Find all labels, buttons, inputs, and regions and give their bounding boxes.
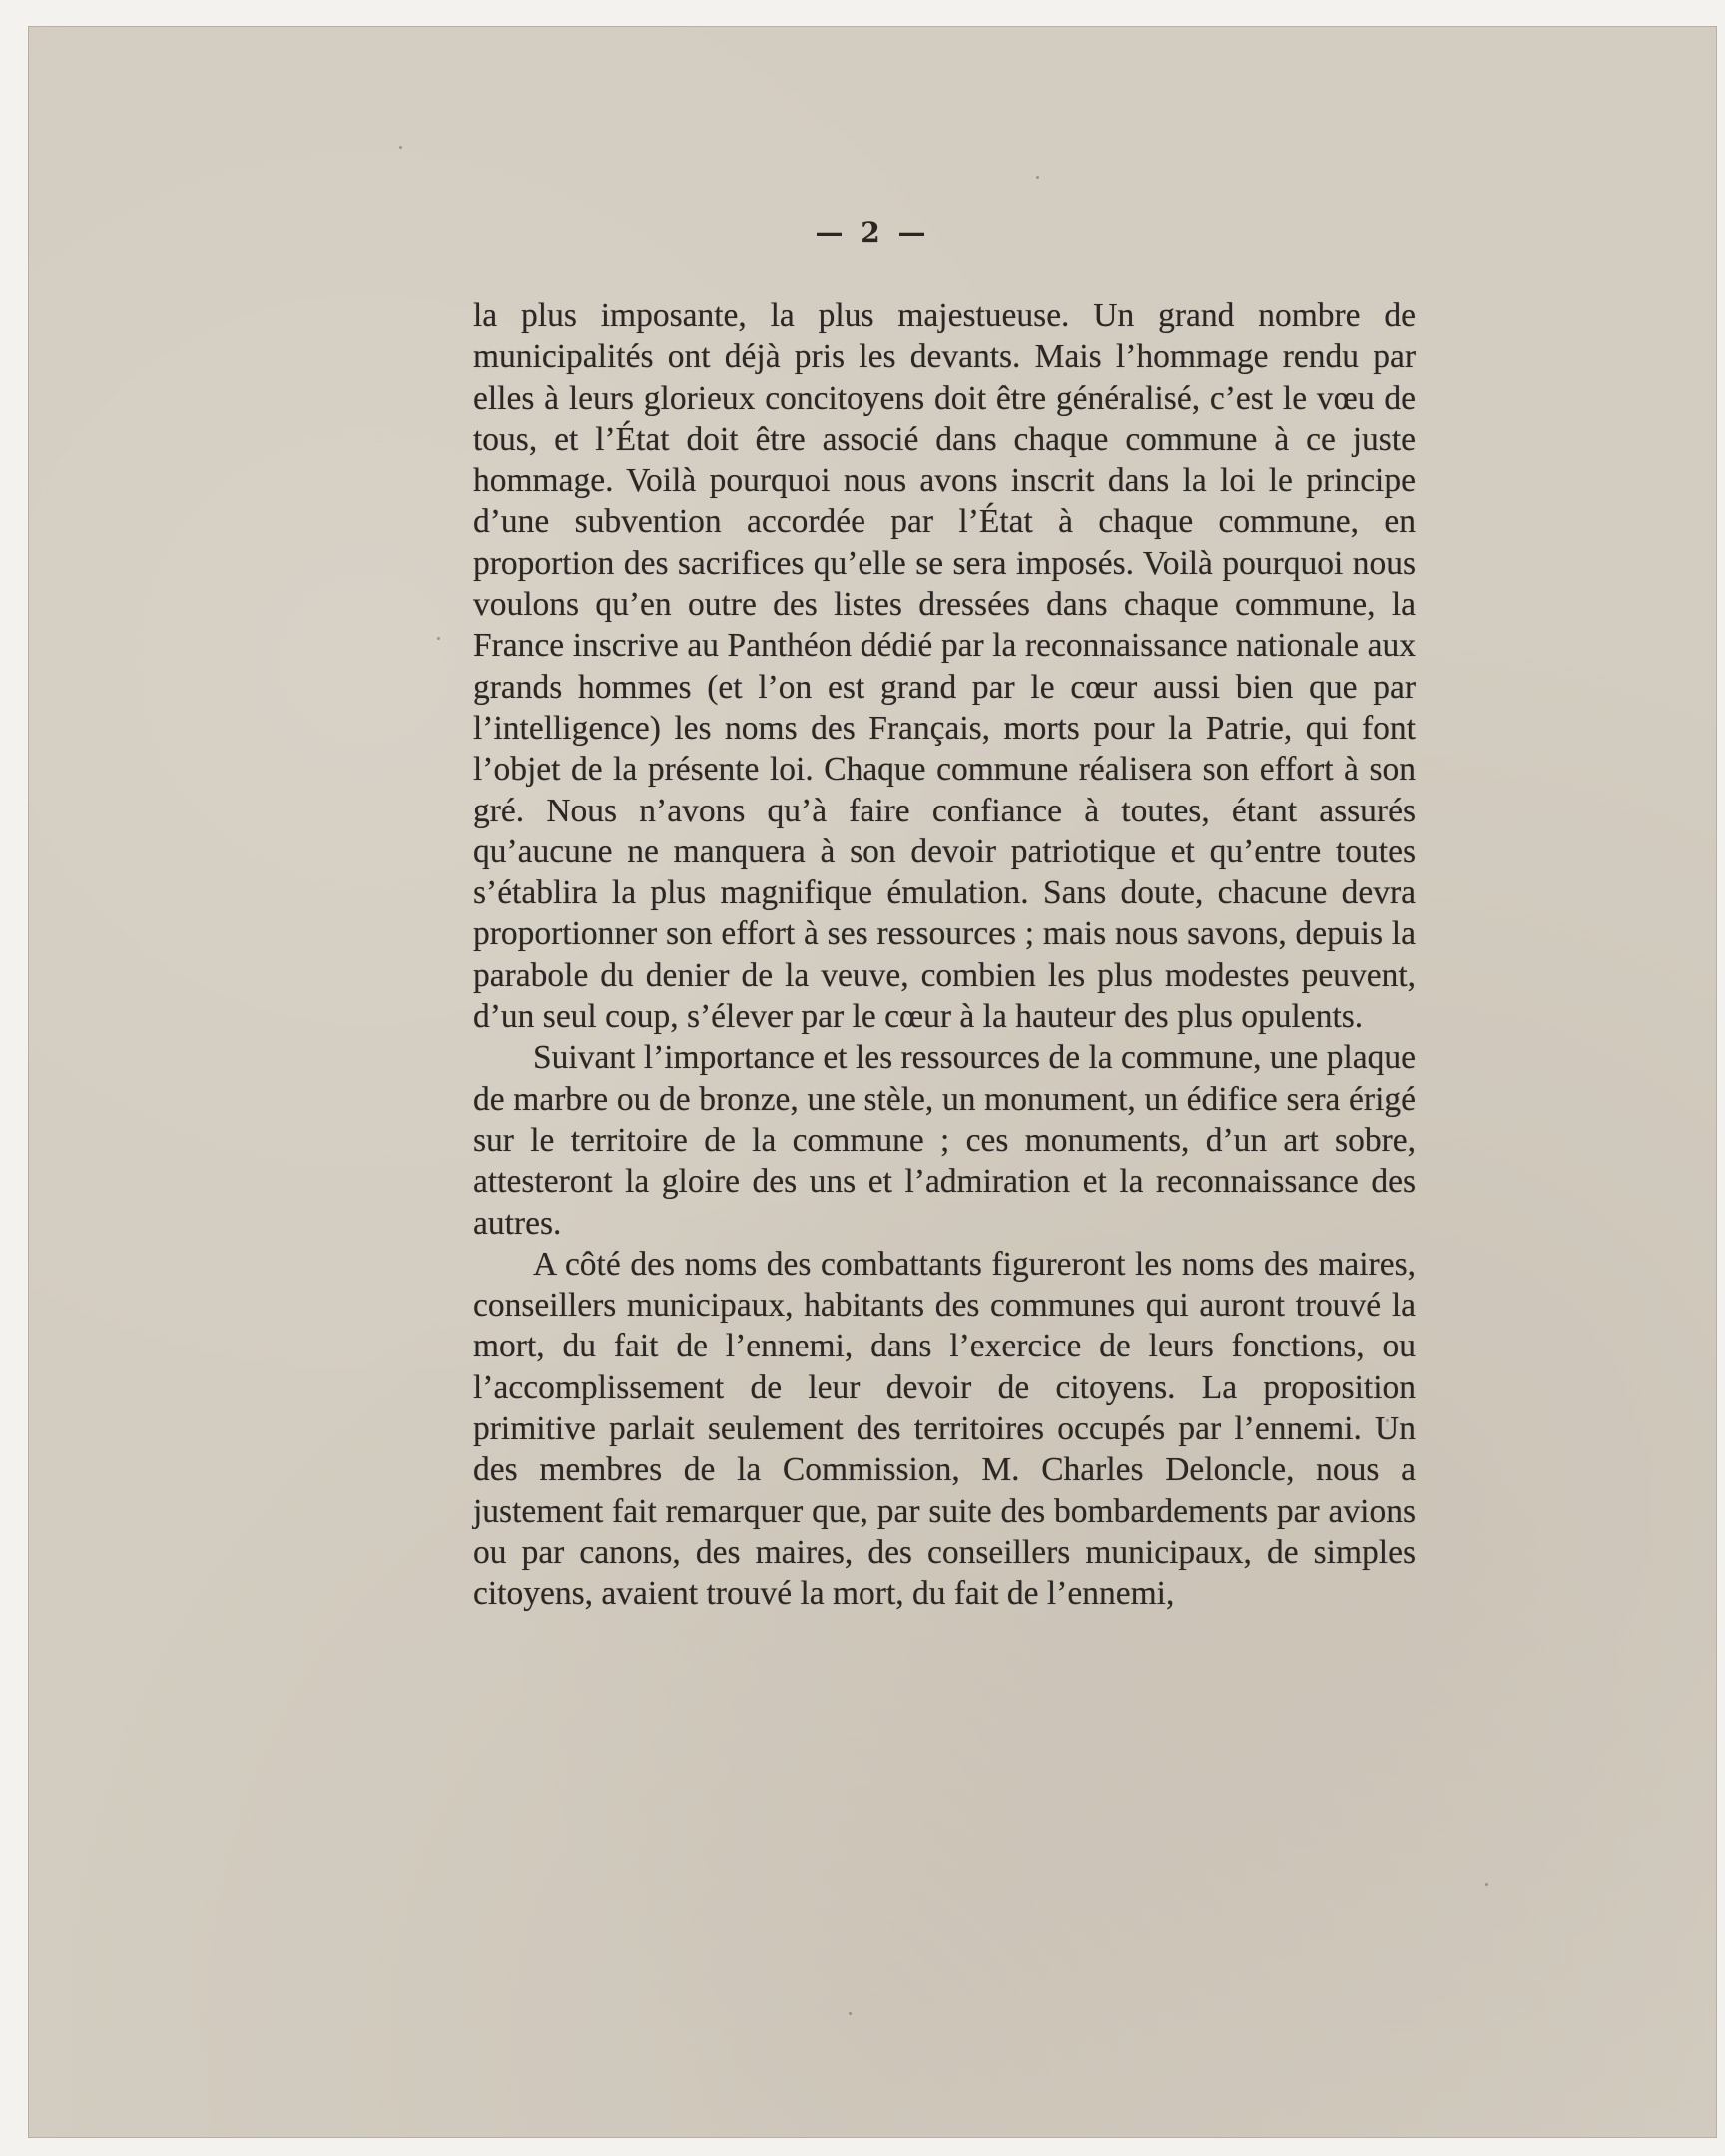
paper-speck [437, 637, 440, 640]
document-page [28, 26, 1717, 2138]
paper-speck [849, 2012, 852, 2015]
paper-speck [1485, 1883, 1488, 1886]
paragraph-continuation: la plus imposante, la plus majestueuse. Un grand nombre de municipalités ont déjà pris les devants. Mais l’hommage rendu par elles à leurs glorieux concitoyens doit être généralisé, c’est le vœu de tous, et l’État doit être associé dans chaque commune à ce juste hommage. Voilà pourquoi nous avons inscrit dans la loi le principe d’une subvention accordée par l’État à chaque commune, en proportion des sacrifices qu’elle se sera imposés. Voilà pourquoi nous voulons qu’en outre des listes dressées dans chaque commune, la France inscrive au Panthéon dédié par la reconnaissance nationale aux grands hommes (et l’on est grand par le cœur aussi bien que par l’intelligence) les noms des Français, morts pour la Patrie, qui font l’objet de la présente loi. Chaque commune réalisera son effort à son gré. Nous n’avons qu’à faire confiance à toutes, étant assurés qu’aucune ne manquera à son devoir patriotique et qu’entre toutes s’établira la plus magnifique émulation. Sans doute, chacune devra proportionner son effort à ses ressources ; mais nous savons, depuis la parabole du denier de la veuve, combien les plus modestes peuvent, d’un seul coup, s’élever par le cœur à la hauteur des plus opulents. [473, 297, 1416, 1036]
body-text [473, 295, 1416, 1615]
page-number: — 2 — [815, 216, 930, 249]
paragraph-names: A côté des noms des combattants figureront les noms des maires, conseillers municipaux, habitants des communes qui auront trouvé la mort, du fait de l’ennemi, dans l’exercice de leurs fonctions, ou l’accomplissement de leur devoir de citoyens. La proposition primitive parlait seulement des territoires occupés par l’ennemi. Un des membres de la Commission, M. Charles Deloncle, nous a justement fait remarquer que, par suite des bombardements par avions ou par canons, des maires, des conseillers municipaux, de simples citoyens, avaient trouvé la mort, du fait de l’ennemi, [473, 1245, 1416, 1613]
paragraph-monuments: Suivant l’importance et les ressources de la commune, une plaque de marbre ou de bronze, une stèle, un monument, un édifice sera érigé sur le territoire de la commune ; ces monuments, d’un art sobre, attesteront la gloire des uns et l’admiration et la reconnaissance des autres. [473, 1039, 1416, 1242]
paper-speck [399, 146, 402, 149]
paper-speck [1036, 176, 1039, 179]
